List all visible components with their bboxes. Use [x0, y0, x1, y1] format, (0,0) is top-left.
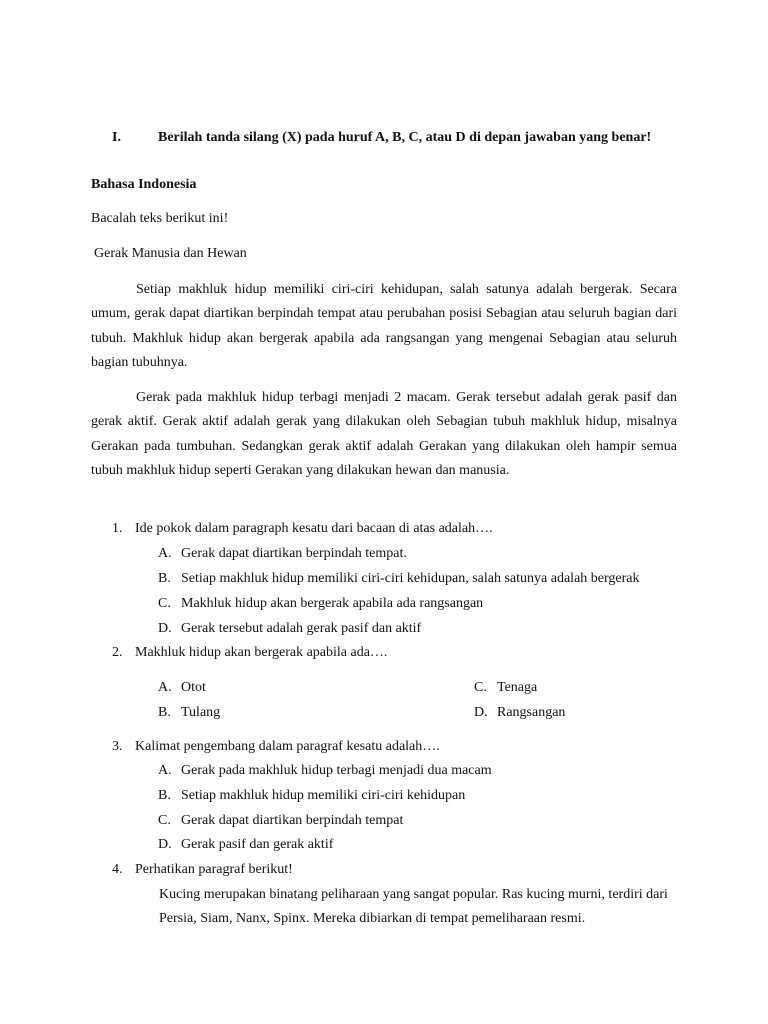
option-letter: B.: [158, 571, 171, 586]
option-letter: D.: [474, 705, 488, 720]
option-text: Gerak pada makhluk hidup terbagi menjadi dua macam: [181, 763, 492, 778]
question-number: 2.: [112, 645, 123, 660]
option-text: Gerak dapat diartikan berpindah tempat: [181, 813, 404, 828]
option-letter: B.: [158, 705, 171, 720]
option-text: Setiap makhluk hidup memiliki ciri-ciri kehidupan: [181, 788, 466, 803]
option-text: Tulang: [181, 705, 221, 720]
paragraph-1: Setiap makhluk hidup memiliki ciri-ciri kehidupan, salah satunya adalah bergerak. Secara umum, gerak dapat diartikan berpindah tempat atau perubahan posisi Sebagian atau seluruh bagian dari tubuh. Makhluk hidup akan bergerak apabila ada rangsangan yang mengenai Sebagian atau seluruh bagian tubuhnya.: [91, 282, 677, 370]
option-letter: A.: [158, 680, 172, 695]
question-text: Perhatikan paragraf berikut!: [135, 862, 293, 877]
question-text: Makhluk hidup akan bergerak apabila ada….: [135, 645, 388, 660]
section-instruction: Berilah tanda silang (X) pada huruf A, B, C, atau D di depan jawaban yang benar!: [158, 130, 652, 145]
option-text: Gerak dapat diartikan berpindah tempat.: [181, 546, 407, 561]
option-letter: C.: [474, 680, 487, 695]
question-number: 1.: [112, 521, 123, 536]
option-text: Rangsangan: [497, 705, 566, 720]
text-title: Gerak Manusia dan Hewan: [94, 246, 247, 261]
question-text: Kalimat pengembang dalam paragraf kesatu adalah….: [135, 739, 440, 754]
question-passage: Kucing merupakan binatang peliharaan yang sangat popular. Ras kucing murni, terdiri dari Persia, Siam, Nanx, Spinx. Mereka dibiarkan di tempat pemeliharaan resmi.: [159, 887, 668, 926]
question-text: Ide pokok dalam paragraph kesatu dari bacaan di atas adalah….: [135, 521, 493, 536]
option-text: Gerak pasif dan gerak aktif: [181, 837, 334, 852]
option-letter: C.: [158, 813, 171, 828]
option-letter: D.: [158, 837, 172, 852]
option-text: Tenaga: [497, 680, 538, 695]
option-letter: D.: [158, 621, 172, 636]
option-letter: C.: [158, 596, 171, 611]
section-number: I.: [112, 130, 121, 145]
option-text: Setiap makhluk hidup memiliki ciri-ciri kehidupan, salah satunya adalah bergerak: [181, 571, 640, 586]
subject-heading: Bahasa Indonesia: [91, 177, 197, 192]
option-letter: A.: [158, 546, 172, 561]
option-text: Otot: [181, 680, 206, 695]
option-letter: B.: [158, 788, 171, 803]
option-text: Makhluk hidup akan bergerak apabila ada rangsangan: [181, 596, 484, 611]
paragraph-2: Gerak pada makhluk hidup terbagi menjadi 2 macam. Gerak tersebut adalah gerak pasif dan gerak aktif. Gerak aktif adalah gerak yang dilakukan oleh Sebagian tubuh makhluk hidup, misalnya Gerakan pada tumbuhan. Sedangkan gerak aktif adalah Gerakan yang dilakukan oleh hampir semua tubuh makhluk hidup seperti Gerakan yang dilakukan hewan dan manusia.: [91, 390, 677, 478]
option-letter: A.: [158, 763, 172, 778]
question-number: 4.: [112, 862, 123, 877]
reading-prompt: Bacalah teks berikut ini!: [91, 211, 229, 226]
question-number: 3.: [112, 739, 123, 754]
option-text: Gerak tersebut adalah gerak pasif dan aktif: [181, 621, 422, 636]
